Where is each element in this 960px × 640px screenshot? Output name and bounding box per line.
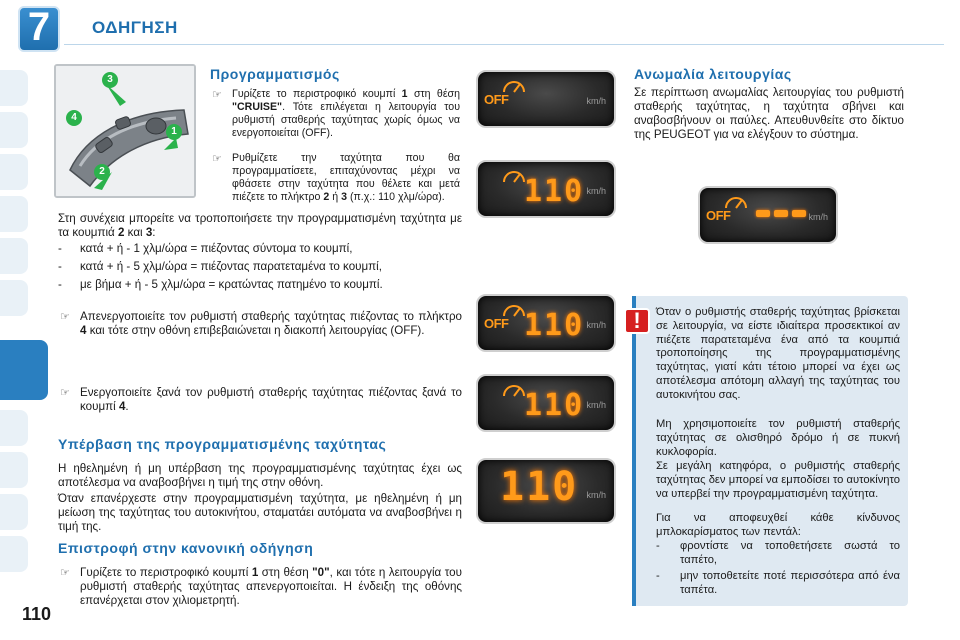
dash-bullet: - bbox=[58, 278, 62, 291]
speed-unit: km/h bbox=[586, 96, 606, 106]
exceed-paragraph-1: Η ηθελημένη ή μη υπέρβαση της προγραμματισμένης ταχύτητας έχει ως αποτέλεσμα να αναβοσβήνει η τιμή της στην οθόνη. bbox=[58, 462, 462, 489]
callout-3: 3 bbox=[102, 72, 118, 88]
bullet-hand-icon: ☞ bbox=[60, 387, 70, 399]
dash-bullet: - bbox=[58, 260, 62, 273]
warning-paragraph-2: Μη χρησιμοποιείτε τον ρυθμιστή σταθερής ταχύτητας σε ολισθηρό δρόμο ή σε πυκνή κυκλοφορία. bbox=[656, 418, 900, 458]
speed-digits: 110 bbox=[524, 174, 585, 209]
dash-indicator bbox=[774, 210, 788, 217]
dash-indicator bbox=[792, 210, 806, 217]
adjust-option-3: με βήμα + ή - 5 χλμ/ώρα = κρατώντας πατημένο το κουμπί. bbox=[80, 278, 383, 291]
dash-bullet: - bbox=[58, 242, 62, 255]
dash-indicator bbox=[756, 210, 770, 217]
off-indicator: OFF bbox=[484, 92, 509, 107]
off-indicator: OFF bbox=[706, 208, 731, 223]
page-number: 110 bbox=[22, 604, 52, 624]
chapter-tab-decor bbox=[0, 410, 28, 446]
reactivate-instruction: Ενεργοποιείτε ξανά τον ρυθμιστή σταθερής ταχύτητας πιέζοντας ξανά το κουμπί 4. bbox=[80, 386, 462, 413]
callout-4: 4 bbox=[66, 110, 82, 126]
warning-exclamation-icon: ! bbox=[624, 308, 650, 334]
adjust-option-1: κατά + ή - 1 χλμ/ώρα = πιέζοντας σύντομα το κουμπί, bbox=[80, 242, 353, 255]
speed-unit: km/h bbox=[586, 400, 606, 410]
chapter-tab-decor bbox=[0, 70, 28, 106]
chapter-title: ΟΔΗΓΗΣΗ bbox=[92, 18, 178, 37]
programming-step-2: Ρυθμίζετε την ταχύτητα που θα προγραμματίσετε, επιταχύνοντας μέχρι να φθάσετε στην ταχύτητα που θέλετε και μετά πιέζετε το πλήκτρο 2 ή 3 (π.χ.: 110 χλμ/ώρα). bbox=[232, 152, 460, 203]
warning-paragraph-4: Για να αποφευχθεί κάθε κίνδυνος μπλοκαρίσματος των πεντάλ: bbox=[656, 512, 900, 538]
speedometer-icon bbox=[502, 382, 526, 398]
chapter-tab-decor bbox=[0, 536, 28, 572]
warning-paragraph-1: Όταν ο ρυθμιστής σταθερής ταχύτητας βρίσκεται σε λειτουργία, να είστε ιδιαίτερα προσεκτικοί αν πιέζετε παρατεταμένα ένα από τα κουμπιά τροποποίησης της προγραμματισμένης ταχύτητας, γιατί κάτι τέτοιο μπορεί να έχει ως αποτέλεσμα απότομη αλλαγή της ταχύτητας του αυτοκινήτου σας. bbox=[656, 306, 900, 401]
chapter-tab-decor bbox=[0, 280, 28, 316]
display-flashing-speed bbox=[476, 458, 616, 524]
warning-paragraph-3: Σε μεγάλη κατηφόρα, ο ρυθμιστής σταθερής ταχύτητας δεν μπορεί να εμποδίσει το αυτοκίνητο να υπερβεί την προγραμματισμένη ταχύτητα. bbox=[656, 460, 900, 500]
warning-item-2: μην τοποθετείτε ποτέ περισσότερα από ένα ταπέτα. bbox=[680, 570, 900, 596]
flashing-speed-digits: 110 bbox=[500, 464, 579, 510]
chapter-number: 7 bbox=[27, 5, 51, 49]
chapter-sidebar bbox=[0, 0, 56, 640]
malfunction-heading: Ανωμαλία λειτουργίας bbox=[634, 66, 792, 82]
bullet-hand-icon: ☞ bbox=[212, 153, 222, 165]
adjust-option-2: κατά + ή - 5 χλμ/ώρα = πιέζοντας παρατεταμένα το κουμπί, bbox=[80, 260, 382, 273]
deactivate-instruction: Απενεργοποιείτε τον ρυθμιστή σταθερής ταχύτητας πιέζοντας το πλήκτρο 4 και τότε στην οθόνη επιβεβαιώνεται η διακοπή λειτουργίας (OFF). bbox=[80, 310, 462, 337]
return-instruction: Γυρίζετε το περιστροφικό κουμπί 1 στη θέση "0", και τότε η λειτουργία του ρυθμιστή σταθερής ταχύτητας απενεργοποιείται. Η ένδειξη της οθόνης επανέρχεται στον χιλιομετρητή. bbox=[80, 566, 462, 607]
speed-unit: km/h bbox=[586, 186, 606, 196]
speedometer-icon bbox=[724, 194, 748, 210]
speedometer-icon bbox=[502, 78, 526, 94]
chapter-tab-decor bbox=[0, 238, 28, 274]
header-rule bbox=[64, 44, 944, 45]
display-off-speed bbox=[476, 294, 616, 352]
display-off bbox=[476, 70, 616, 128]
chapter-tab-decor bbox=[0, 112, 28, 148]
bullet-hand-icon: ☞ bbox=[60, 567, 70, 579]
speed-digits: 110 bbox=[524, 308, 585, 343]
display-programmed-speed bbox=[476, 160, 616, 218]
return-heading: Επιστροφή στην κανονική οδήγηση bbox=[58, 540, 314, 556]
speed-unit: km/h bbox=[808, 212, 828, 222]
speed-unit: km/h bbox=[586, 320, 606, 330]
bullet-hand-icon: ☞ bbox=[212, 89, 222, 101]
callout-1: 1 bbox=[166, 124, 182, 140]
speed-unit: km/h bbox=[586, 490, 606, 500]
display-reactivated bbox=[476, 374, 616, 432]
speedometer-icon bbox=[502, 302, 526, 318]
dash-bullet: - bbox=[656, 570, 660, 582]
active-chapter-tab bbox=[0, 340, 48, 400]
exceed-heading: Υπέρβαση της προγραμματισμένης ταχύτητας bbox=[58, 436, 387, 452]
callout-2: 2 bbox=[94, 164, 110, 180]
speedometer-icon bbox=[502, 168, 526, 184]
chapter-tab-decor bbox=[0, 452, 28, 488]
off-indicator: OFF bbox=[484, 316, 509, 331]
programming-heading: Προγραμματισμός bbox=[210, 66, 340, 82]
exceed-paragraph-2: Όταν επανέρχεστε στην προγραμματισμένη ταχύτητα, με ηθελημένη ή μη μείωση της ταχύτητας του αυτοκινήτου, σταματάει αυτόματα να αναβοσβήνει η τιμή της. bbox=[58, 492, 462, 533]
dash-bullet: - bbox=[656, 540, 660, 552]
chapter-tab-decor bbox=[0, 494, 28, 530]
chapter-tab-decor bbox=[0, 196, 28, 232]
programming-step-1: Γυρίζετε το περιστροφικό κουμπί 1 στη θέση "CRUISE". Τότε επιλέγεται η λειτουργία του ρυθμιστή σταθερής ταχύτητας χωρίς όμως να ενεργοποιείται (OFF). bbox=[232, 88, 460, 139]
chapter-tab-decor bbox=[0, 154, 28, 190]
programming-intro: Στη συνέχεια μπορείτε να τροποποιήσετε την προγραμματισμένη ταχύτητα με τα κουμπιά 2 και 3: bbox=[58, 212, 462, 239]
bullet-hand-icon: ☞ bbox=[60, 311, 70, 323]
speed-digits: 110 bbox=[524, 388, 585, 423]
warning-item-1: φροντίστε να τοποθετήσετε σωστά το ταπέτο, bbox=[680, 540, 900, 566]
display-malfunction bbox=[698, 186, 838, 244]
malfunction-text: Σε περίπτωση ανωμαλίας λειτουργίας του ρυθμιστή σταθερής ταχύτητας, η ταχύτητα σβήνει και αναβοσβήνουν οι παύλες. Απευθυνθείτε στο δίκτυο της PEUGEOT για να ελέγξουν το σύστημα. bbox=[634, 86, 904, 141]
